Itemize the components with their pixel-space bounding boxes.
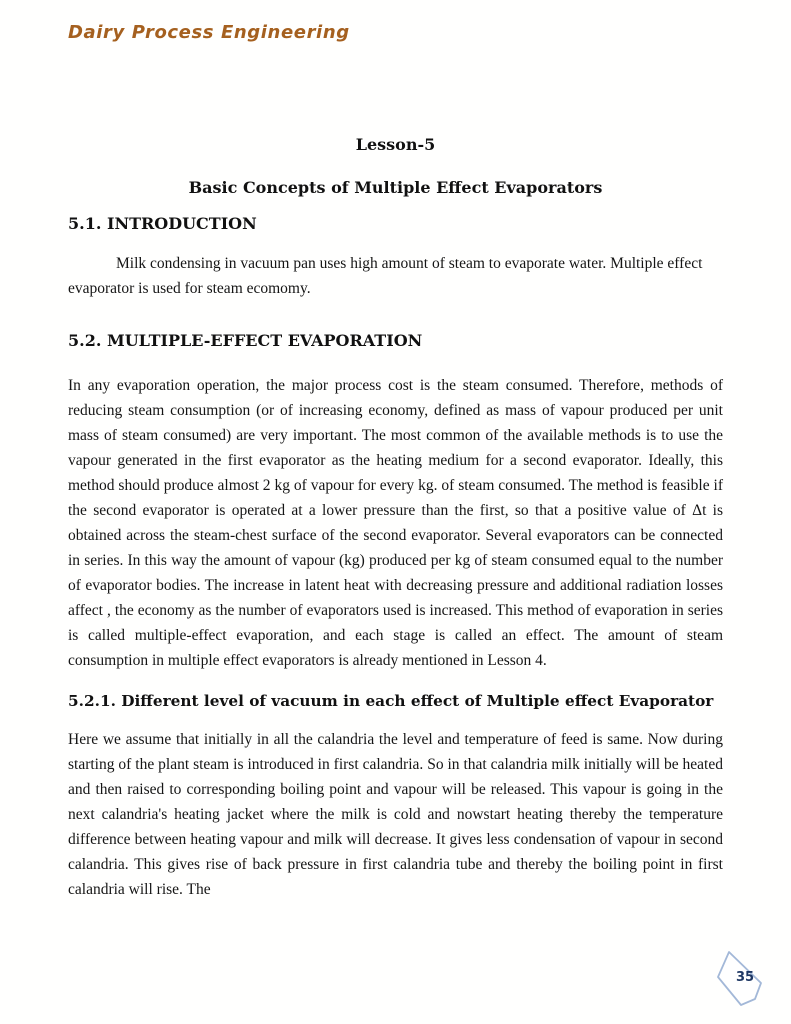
page-number: 35 (735, 970, 755, 985)
section-heading-5-2-1: 5.2.1. Different level of vacuum in each effect of Multiple effect Evaporator (68, 692, 714, 710)
section-heading-5-2: 5.2. MULTIPLE-EFFECT EVAPORATION (68, 331, 423, 350)
paragraph-5-2: In any evaporation operation, the major process cost is the steam consumed. Therefore, methods of reducing steam consumption (or of increasing economy, defined as mass of vapour produced per unit mass of steam consumed) are very important. The most common of the available methods is to use the vapour generated in the first evaporator as the heating medium for a second evaporator. Ideally, this method should produce almost 2 kg of vapour for every kg. of steam consumed. The method is feasible if the second evaporator is operated at a lower pressure than the first, so that a positive value of Δt is obtained across the steam-chest surface of the second evaporator. Several evaporators can be connected in series. In this way the amount of vapour (kg) produced per kg of steam consumed equal to the number of evaporator bodies. The increase in latent heat with decreasing pressure and additional radiation losses affect , the economy as the number of evaporators used is increased. This method of evaporation in series is called multiple-effect evaporation, and each stage is called an effect. The amount of steam consumption in multiple effect evaporators is already mentioned in Lesson 4. (68, 377, 723, 669)
paragraph-5-2-1: Here we assume that initially in all the calandria the level and temperature of feed is same. Now during starting of the plant steam is introduced in first calandria. So in that calandria milk initially will be heated and then raised to corresponding boiling point and vapour will be released. This vapour is going in the next calandria's heating jacket where the milk is cold and nowstart heating thereby the temperature difference between heating vapour and milk will decrease. It gives less condensation of vapour in second calandria. This gives rise of back pressure in first calandria tube and thereby the boiling point in first calandria will rise. The (68, 731, 723, 898)
running-header-title: Dairy Process Engineering (68, 22, 350, 43)
lesson-title: Lesson-5 (355, 135, 436, 154)
lesson-subtitle: Basic Concepts of Multiple Effect Evaporators (188, 178, 603, 197)
paragraph-5-1: Milk condensing in vacuum pan uses high amount of steam to evaporate water. Multiple effect evaporator is used for steam ecomomy. (68, 255, 703, 297)
page-content (68, 0, 723, 902)
section-heading-5-1: 5.1. INTRODUCTION (68, 214, 257, 233)
page-number-badge (708, 946, 766, 1010)
